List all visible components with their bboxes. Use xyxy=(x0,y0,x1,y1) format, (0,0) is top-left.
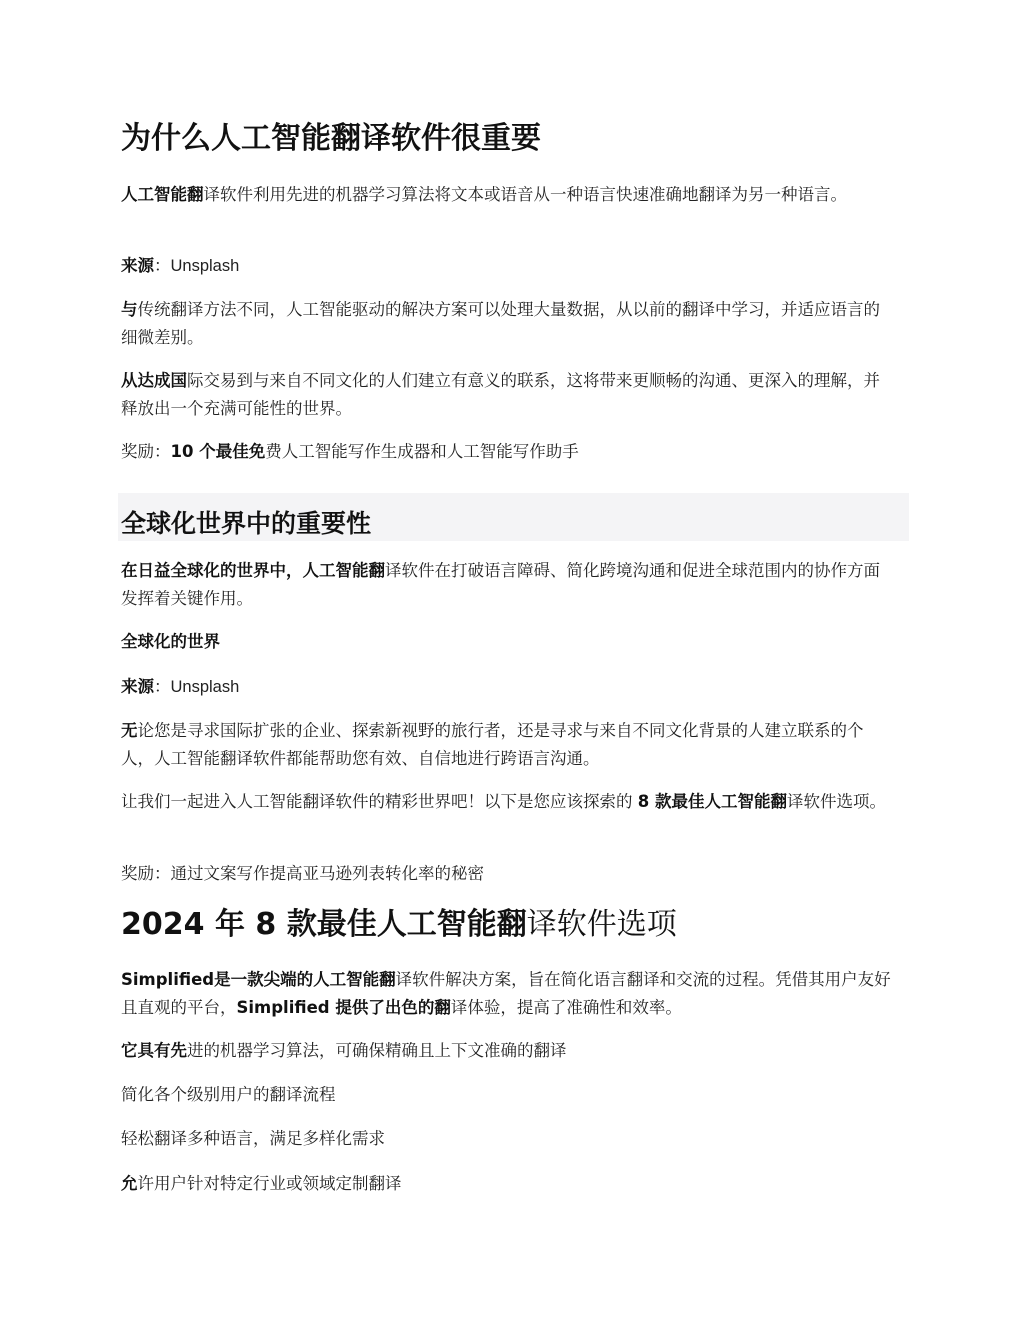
section3-heading xyxy=(121,905,677,945)
paragraph-text-end: 译软件选项。 xyxy=(786,792,886,811)
source-label: 来源 xyxy=(121,677,154,696)
bold-phrase: 8 款最佳人工智能翻 xyxy=(637,792,787,811)
feature-2: 简化各个级别用户的翻译流程 xyxy=(121,1085,336,1104)
paragraph-text: 译软件解决方案，旨在简化语言翻译和交流的过程。凭借其用户友好且直观的平台， xyxy=(121,970,891,1017)
feature-text: 许用户针对特定行业或领域定制翻译 xyxy=(137,1174,402,1193)
feature-text: 进的机器学习算法，可确保精确且上下文准确的翻译 xyxy=(187,1041,567,1060)
section2-caption xyxy=(121,628,896,656)
feature-3: 轻松翻译多种语言，满足多样化需求 xyxy=(121,1129,385,1148)
section1-source xyxy=(121,252,896,280)
heading-bold: 2024 年 8 款最佳人工智能翻 xyxy=(121,907,527,942)
bold-lead: 无 xyxy=(121,721,138,740)
bold-lead: 允 xyxy=(121,1174,138,1193)
source-separator: ： xyxy=(154,256,171,275)
section1-paragraph-1 xyxy=(121,181,896,209)
bold-lead: 人工智能翻 xyxy=(121,185,204,204)
source-value: Unsplash xyxy=(170,678,240,696)
source-value: Unsplash xyxy=(170,257,240,275)
bold-lead: 在日益全球化的世界中，人工智能翻 xyxy=(121,561,385,580)
section2-heading: 全球化世界中的重要性 xyxy=(118,493,909,541)
feature-1 xyxy=(121,1037,896,1065)
bold-lead: 它具有先 xyxy=(121,1041,187,1060)
source-label: 来源 xyxy=(121,256,154,275)
caption-text: 全球化的世界 xyxy=(121,632,220,651)
bonus-text: 费人工智能写作生成器和人工智能写作助手 xyxy=(265,442,579,461)
bonus-prefix: 奖励： xyxy=(121,442,171,461)
section1-paragraph-2 xyxy=(121,296,896,352)
section1-heading: 为什么人工智能翻译软件很重要 xyxy=(121,121,541,156)
paragraph-text: 论您是寻求国际扩张的企业、探索新视野的旅行者，还是寻求与来自不同文化背景的人建立联系的个人，人工智能翻译软件都能帮助您有效、自信地进行跨语言沟通。 xyxy=(121,721,864,768)
section2-paragraph-2 xyxy=(121,717,896,773)
section2-paragraph-3 xyxy=(121,788,896,816)
paragraph-text-start: 让我们一起进入人工智能翻译软件的精彩世界吧！以下是您应该探索的 xyxy=(121,792,638,811)
feature-4 xyxy=(121,1170,896,1198)
source-separator: ： xyxy=(154,677,171,696)
paragraph-text: 传统翻译方法不同，人工智能驱动的解决方案可以处理大量数据，从以前的翻译中学习，并适应语言的细微差别。 xyxy=(121,300,880,347)
section2-paragraph-1 xyxy=(121,557,896,613)
bold-lead: Simplified是一款尖端的人工智能翻 xyxy=(121,970,396,989)
section2-bonus: 奖励：通过文案写作提高亚马逊列表转化率的秘密 xyxy=(121,864,484,883)
section1-bonus xyxy=(121,438,896,466)
heading-rest: 译软件选项 xyxy=(526,907,677,942)
paragraph-text: 际交易到与来自不同文化的人们建立有意义的联系，这将带来更顺畅的沟通、更深入的理解，并释放出一个充满可能性的世界。 xyxy=(121,371,880,418)
paragraph-text-end: 译体验，提高了准确性和效率。 xyxy=(450,998,682,1017)
section2-source xyxy=(121,673,896,701)
bonus-bold: 10 个最佳免 xyxy=(170,442,266,461)
bold-phrase: Simplified 提供了出色的翻 xyxy=(236,998,451,1017)
bold-lead: 与 xyxy=(121,300,138,319)
paragraph-text: 译软件利用先进的机器学习算法将文本或语音从一种语言快速准确地翻译为另一种语言。 xyxy=(203,185,847,204)
section3-paragraph-1 xyxy=(121,966,896,1022)
section1-paragraph-3 xyxy=(121,367,896,423)
bold-lead: 从达成国 xyxy=(121,371,187,390)
paragraph-text: 译软件在打破语言障碍、简化跨境沟通和促进全球范围内的协作方面发挥着关键作用。 xyxy=(121,561,880,608)
